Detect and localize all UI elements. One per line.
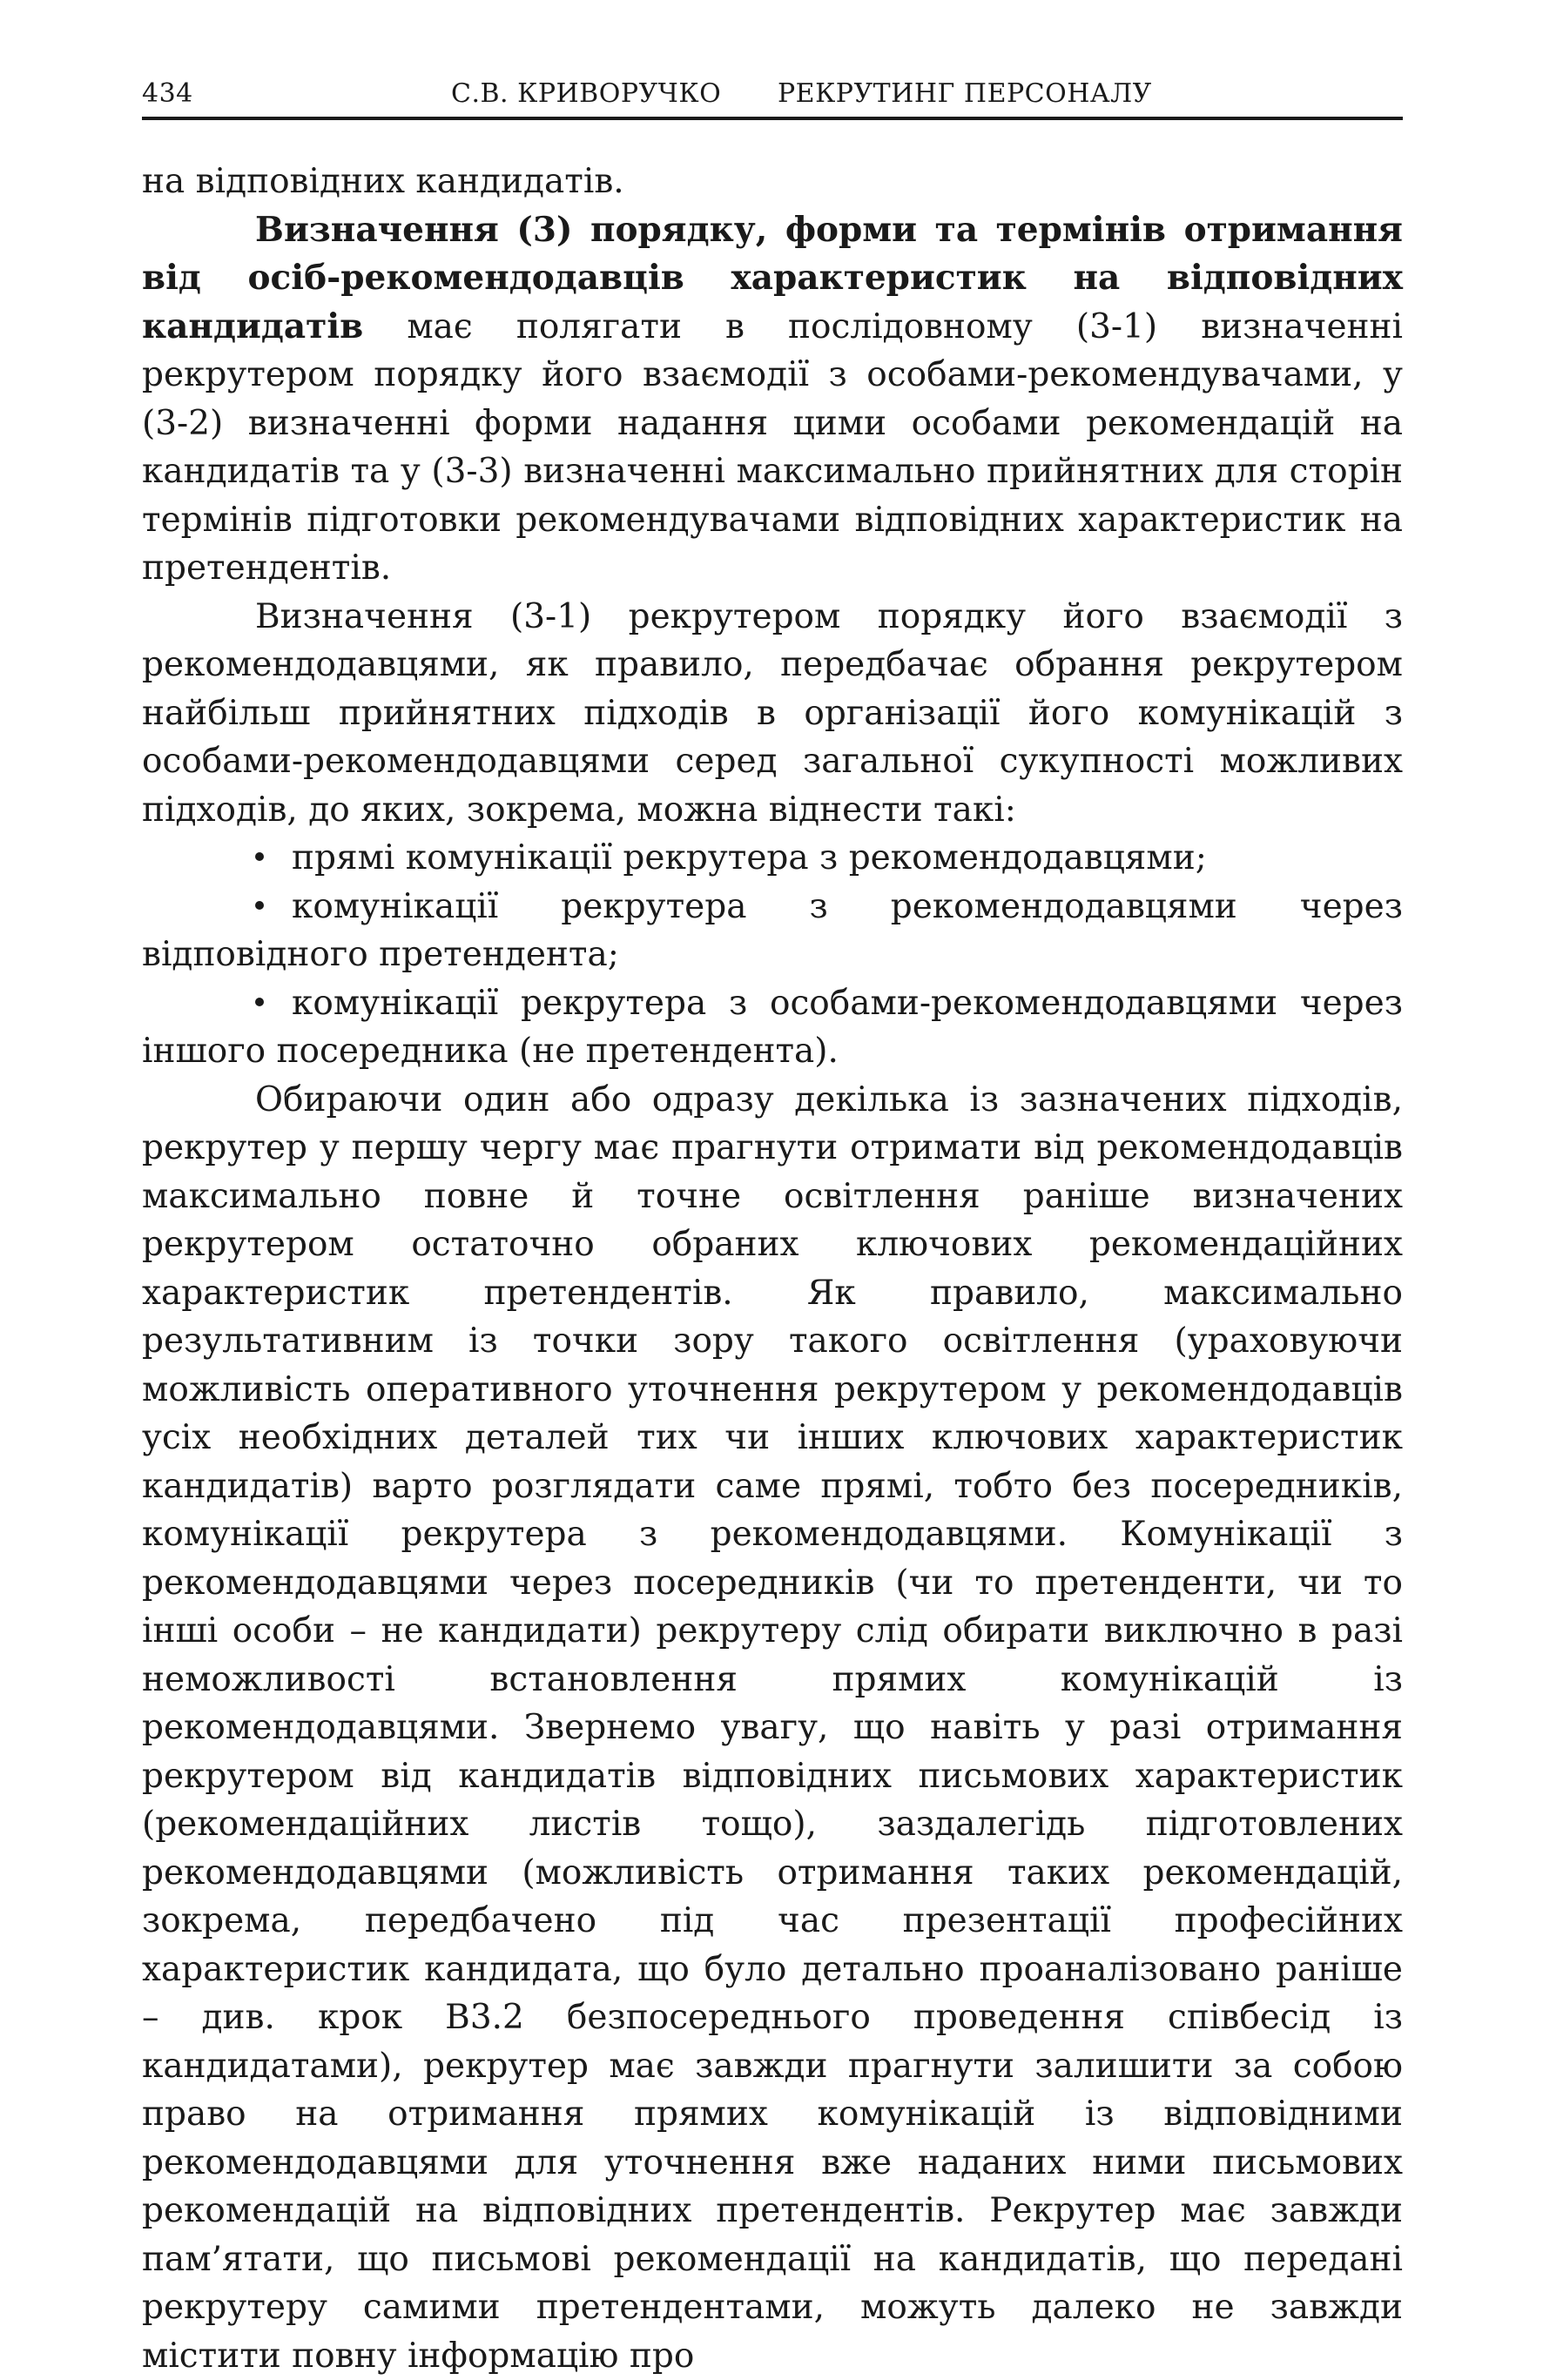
page-body bbox=[142, 158, 1403, 2380]
list-item bbox=[142, 883, 1403, 979]
header-book-title: РЕКРУТИНГ ПЕРСОНАЛУ bbox=[778, 78, 1152, 109]
bullet-icon bbox=[255, 998, 264, 1006]
header-author: С.В. КРИВОРУЧКО bbox=[451, 78, 721, 109]
bold-lead-phrase: Визначення (3) порядку, форми та термінів отримання від осіб-рекомендодавців характеристик на відповідних кандидатів bbox=[142, 210, 1403, 346]
approaches-list bbox=[142, 834, 1403, 1076]
paragraph-continuation: на відповідних кандидатів. bbox=[142, 158, 1403, 206]
paragraph-definition-text: має полягати в послідовному (3-1) визначенні рекрутером порядку його взаємодії з особами-рекомендувачами, у (3-2) визначенні форми надання цими особами рекомендацій на кандидатів та у (3-3) визначенні максимально прийнятних для сторін термінів підготовки рекомендувачами відповідних характеристик на претендентів. bbox=[142, 307, 1403, 588]
page-number: 434 bbox=[142, 78, 193, 109]
running-header bbox=[142, 73, 1403, 120]
list-item-text: комунікації рекрутера з рекомендодавцями через відповідного претендента; bbox=[142, 887, 1403, 975]
list-item-text: прямі комунікації рекрутера з рекомендодавцями; bbox=[292, 838, 1207, 877]
list-item bbox=[142, 834, 1403, 883]
bullet-icon bbox=[255, 852, 264, 861]
bullet-icon bbox=[255, 901, 264, 910]
list-item-text: комунікації рекрутера з особами-рекомендодавцями через іншого посередника (не претендента). bbox=[142, 984, 1403, 1072]
paragraph-definition bbox=[142, 206, 1403, 593]
paragraph-choosing: Обираючи один або одразу декілька із зазначених підходів, рекрутер у першу чергу має прагнути отримати від рекомендодавців максимально повне й точне освітлення раніше визначених рекрутером остаточно обраних ключових рекомендаційних характеристик претендентів. Як правило, максимально результативним із точки зору такого освітлення (ураховуючи можливість оперативного уточнення рекрутером у рекомендодавців усіх необхідних деталей тих чи інших ключових характеристик кандидатів) варто розглядати саме прямі, тобто без посередників, комунікації рекрутера з рекомендодавцями. Комунікації з рекомендодавцями через посередників (чи то претенденти, чи то інші особи – не кандидати) рекрутеру слід обирати виключно в разі неможливості встановлення прямих комунікацій із рекомендодавцями. Звернемо увагу, що навіть у разі отримання рекрутером від кандидатів відповідних письмових характеристик (рекомендаційних листів тощо), заздалегідь підготовлених рекомендодавцями (можливість отримання таких рекомендацій, зокрема, передбачено під час презентації професійних характеристик кандидата, що було детально проаналізовано раніше – див. крок В3.2 безпосереднього проведення співбесід із кандидатами), рекрутер має завжди прагнути залишити за собою право на отримання прямих комунікацій із відповідними рекомендодавцями для уточнення вже наданих ними письмових рекомендацій на відповідних претендентів. Рекрутер має завжди пам’ятати, що письмові рекомендації на кандидатів, що передані рекрутеру самими претендентами, можуть далеко не завжди містити повну інформацію про bbox=[142, 1076, 1403, 2380]
list-item bbox=[142, 979, 1403, 1076]
paragraph-approaches: Визначення (3-1) рекрутером порядку його взаємодії з рекомендодавцями, як правило, передбачає обрання рекрутером найбільш прийнятних підходів в організації його комунікацій з особами-рекомендодавцями серед загальної сукупності можливих підходів, до яких, зокрема, можна віднести такі: bbox=[142, 593, 1403, 835]
